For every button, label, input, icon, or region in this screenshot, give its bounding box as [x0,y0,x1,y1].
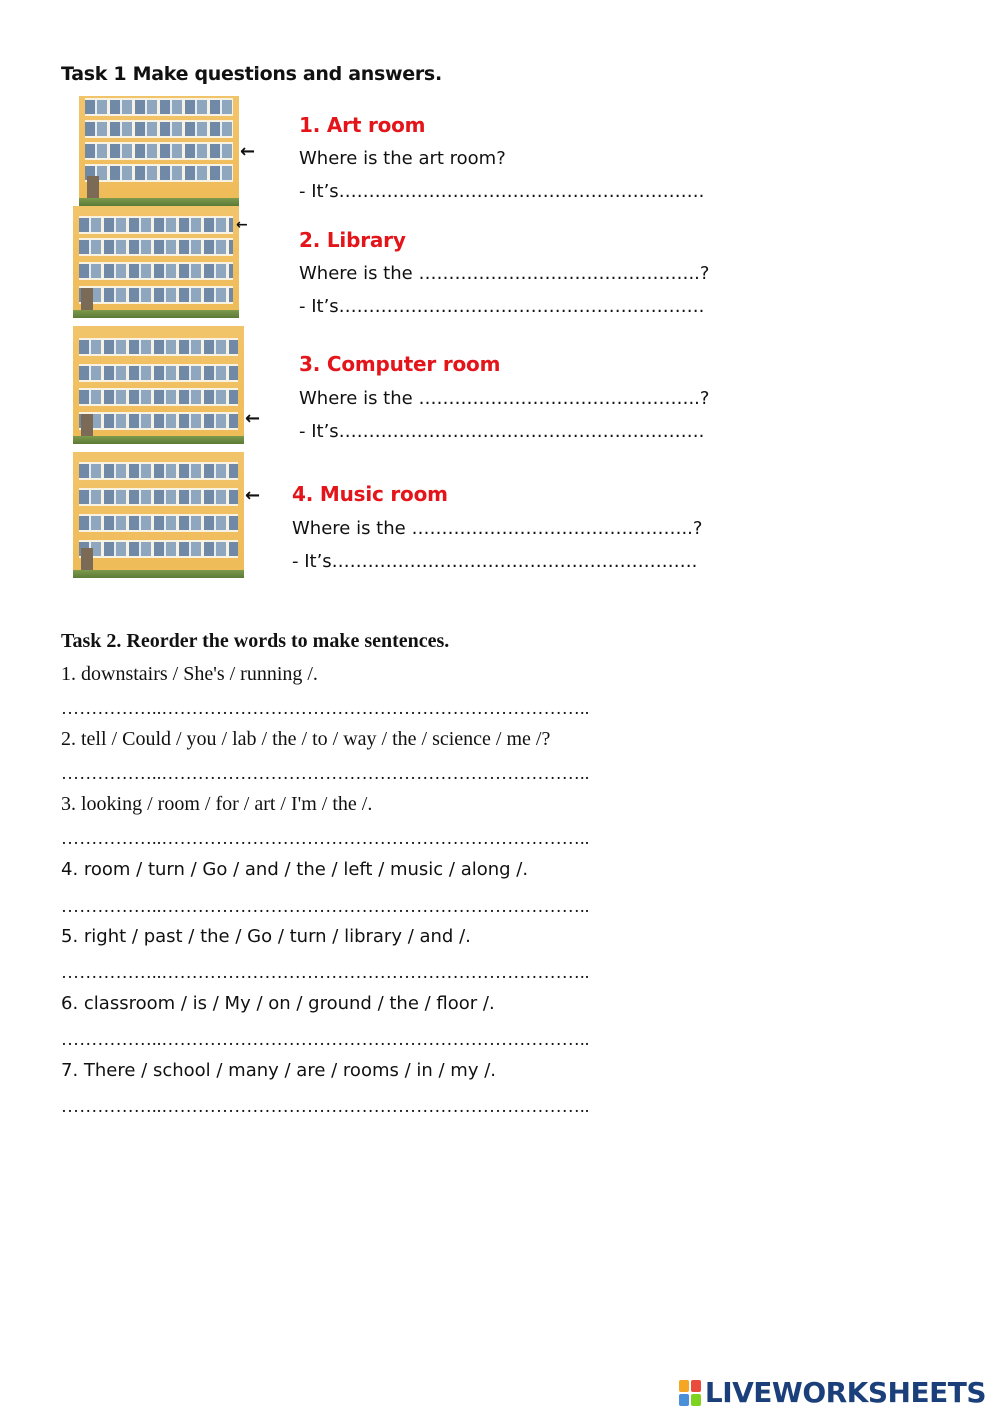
task2-title: Task 2. Reorder the words to make sentences. [61,630,450,652]
building-image-4 [73,452,244,578]
task2-item-answer[interactable]: ……………..…………………………………………………………….. [61,1029,590,1049]
arrow-left-icon: ← [245,408,261,429]
task2-item-answer[interactable]: ……………..…………………………………………………………….. [61,828,590,848]
task1-item-title: 1. Art room [299,113,426,137]
task2-item-answer[interactable]: ……………..…………………………………………………………….. [61,698,590,718]
building-image-2 [73,206,239,318]
task1-item-title: 4. Music room [292,482,448,506]
task2-item-prompt: 6. classroom / is / My / on / ground / the / floor /. [61,993,495,1014]
task1-item-answer[interactable]: - It’s……………………………………………………. [299,421,705,442]
task1-title: Task 1 Make questions and answers. [61,63,442,85]
arrow-left-icon: ← [245,485,261,506]
liveworksheets-logo-icon [679,1380,701,1406]
task1-item-question: Where is the art room? [299,148,506,169]
task2-item-answer[interactable]: ……………..…………………………………………………………….. [61,1096,590,1116]
task1-item-question[interactable]: Where is the ………………………………………..? [292,518,703,539]
building-image-1 [79,96,239,206]
building-image-3 [73,326,244,444]
arrow-left-icon: ← [236,217,248,233]
task1-item-question[interactable]: Where is the ………………………………………..? [299,388,710,409]
task1-item-answer[interactable]: - It’s……………………………………………………. [299,181,705,202]
task2-item-prompt: 2. tell / Could / you / lab / the / to / way / the / science / me /? [61,728,551,750]
liveworksheets-logo-text: LIVEWORKSHEETS [704,1376,986,1409]
task2-item-prompt: 7. There / school / many / are / rooms / in / my /. [61,1060,496,1081]
task1-item-answer[interactable]: - It’s……………………………………………………. [292,551,698,572]
task1-item-answer[interactable]: - It’s……………………………………………………. [299,296,705,317]
task2-item-prompt: 4. room / turn / Go / and / the / left / music / along /. [61,859,529,880]
task2-item-prompt: 5. right / past / the / Go / turn / library / and /. [61,926,471,947]
task2-item-answer[interactable]: ……………..…………………………………………………………….. [61,962,590,982]
task1-item-question[interactable]: Where is the ………………………………………..? [299,263,710,284]
task1-item-title: 2. Library [299,228,406,252]
task2-item-prompt: 1. downstairs / She's / running /. [61,663,318,685]
task1-item-title: 3. Computer room [299,352,501,376]
task2-item-answer[interactable]: ……………..…………………………………………………………….. [61,763,590,783]
arrow-left-icon: ← [240,141,256,162]
task2-item-answer[interactable]: ……………..…………………………………………………………….. [61,896,590,916]
liveworksheets-logo [679,1376,986,1409]
task2-item-prompt: 3. looking / room / for / art / I'm / the /. [61,793,373,815]
